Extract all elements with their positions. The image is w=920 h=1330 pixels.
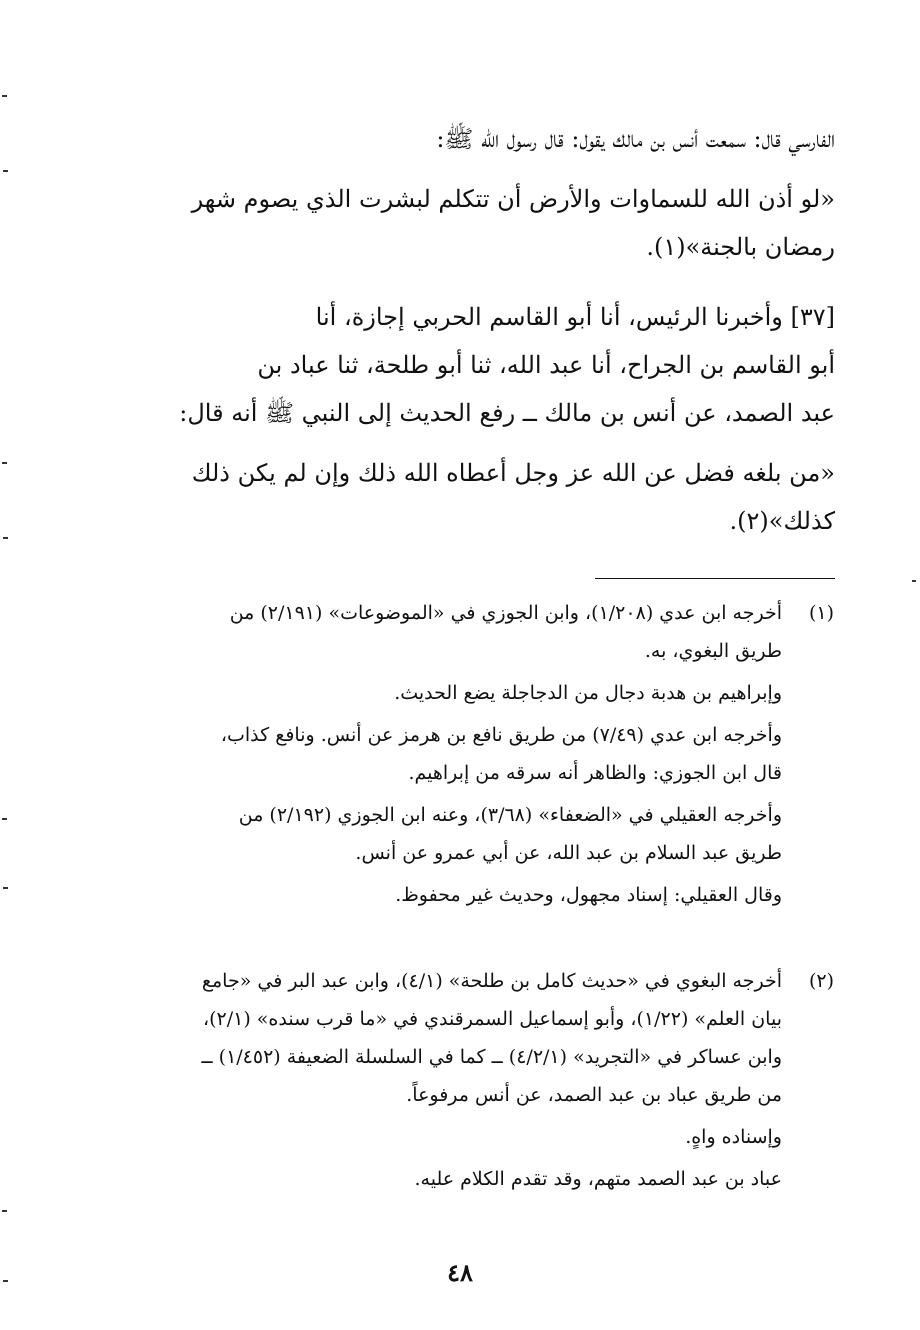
- footnote-line: طريق البغوي، به.: [644, 640, 782, 662]
- scan-mark: [2, 818, 7, 820]
- footnote-line: وأخرجه ابن عدي (٧/٤٩) من طريق نافع بن هرمز عن أنس. ونافع كذاب،: [220, 724, 782, 746]
- footnote-line: عباد بن عبد الصمد متهم، وقد تقدم الكلام عليه.: [414, 1168, 782, 1190]
- footnote-line: وإبراهيم بن هدبة دجال من الدجاجلة يضع الحديث.: [394, 682, 782, 704]
- main-text: [105, 115, 835, 545]
- footnote-line: طريق عبد السلام بن عبد الله، عن أبي عمرو عن أنس.: [355, 842, 782, 864]
- page-number: ٤٨: [447, 1258, 473, 1287]
- scan-mark: [3, 170, 8, 172]
- hadith-line: «من بلغه فضل عن الله عز وجل أعطاه الله ذلك وإن لم يكن ذلك: [191, 459, 835, 487]
- footnote-line: وأخرجه العقيلي في «الضعفاء» (٣/٦٨)، وعنه ابن الجوزي (٢/١٩٢) من: [238, 804, 782, 826]
- footnote-line: قال ابن الجوزي: والظاهر أنه سرقه من إبراهيم.: [408, 762, 782, 784]
- scan-mark: [3, 887, 8, 889]
- footnote-separator: [595, 578, 835, 579]
- footnote-line: أخرجه ابن عدي (١/٢٠٨)، وابن الجوزي في «الموضوعات» (٢/١٩١) من: [229, 602, 782, 624]
- paragraph-line: الفارسي قال: سمعت أنس بن مالك يقول: قال رسول الله ﷺ:: [436, 125, 835, 153]
- hadith-line: «لو أذن الله للسماوات والأرض أن تتكلم لبشرت الذي يصوم شهر: [191, 185, 835, 213]
- footnote-number: (١): [808, 602, 834, 624]
- scan-mark: [912, 580, 916, 582]
- footnote-line: بيان العلم» (١/٢٢)، وأبو إسماعيل السمرقندي في «ما قرب سنده» (٢/١)،: [202, 1008, 782, 1030]
- footnote-line: وابن عساكر في «التجريد» (٤/٢/١) ــ كما في السلسلة الضعيفة (١/٤٥٢) ــ: [201, 1046, 782, 1068]
- scan-mark: [2, 95, 7, 97]
- isnad-line: أبو القاسم بن الجراح، أنا عبد الله، ثنا أبو طلحة، ثنا عباد بن: [257, 351, 835, 379]
- footnote-line: أخرجه البغوي في «حديث كامل بن طلحة» (٤/١)، وابن عبد البر في «جامع: [201, 970, 782, 992]
- footnote-1: [110, 594, 834, 914]
- scan-mark: [2, 1210, 7, 1212]
- scan-mark: [2, 462, 7, 464]
- isnad-line: [٣٧] وأخبرنا الرئيس، أنا أبو القاسم الحربي إجازة، أنا: [315, 303, 835, 331]
- hadith-line: كذلك»(٢).: [729, 507, 835, 535]
- hadith-line: رمضان بالجنة»(١).: [646, 233, 835, 261]
- scan-mark: [3, 537, 8, 539]
- footnote-2: [110, 962, 834, 1198]
- footnote-number: (٢): [808, 970, 834, 992]
- footnote-line: وإسناده واهٍ.: [685, 1126, 782, 1148]
- isnad-line: عبد الصمد، عن أنس بن مالك ــ رفع الحديث إلى النبي ﷺ أنه قال:: [179, 399, 835, 427]
- footnote-line: وقال العقيلي: إسناد مجهول، وحديث غير محفوظ.: [395, 884, 782, 906]
- footnote-line: من طريق عباد بن عبد الصمد، عن أنس مرفوعاً.: [406, 1084, 782, 1106]
